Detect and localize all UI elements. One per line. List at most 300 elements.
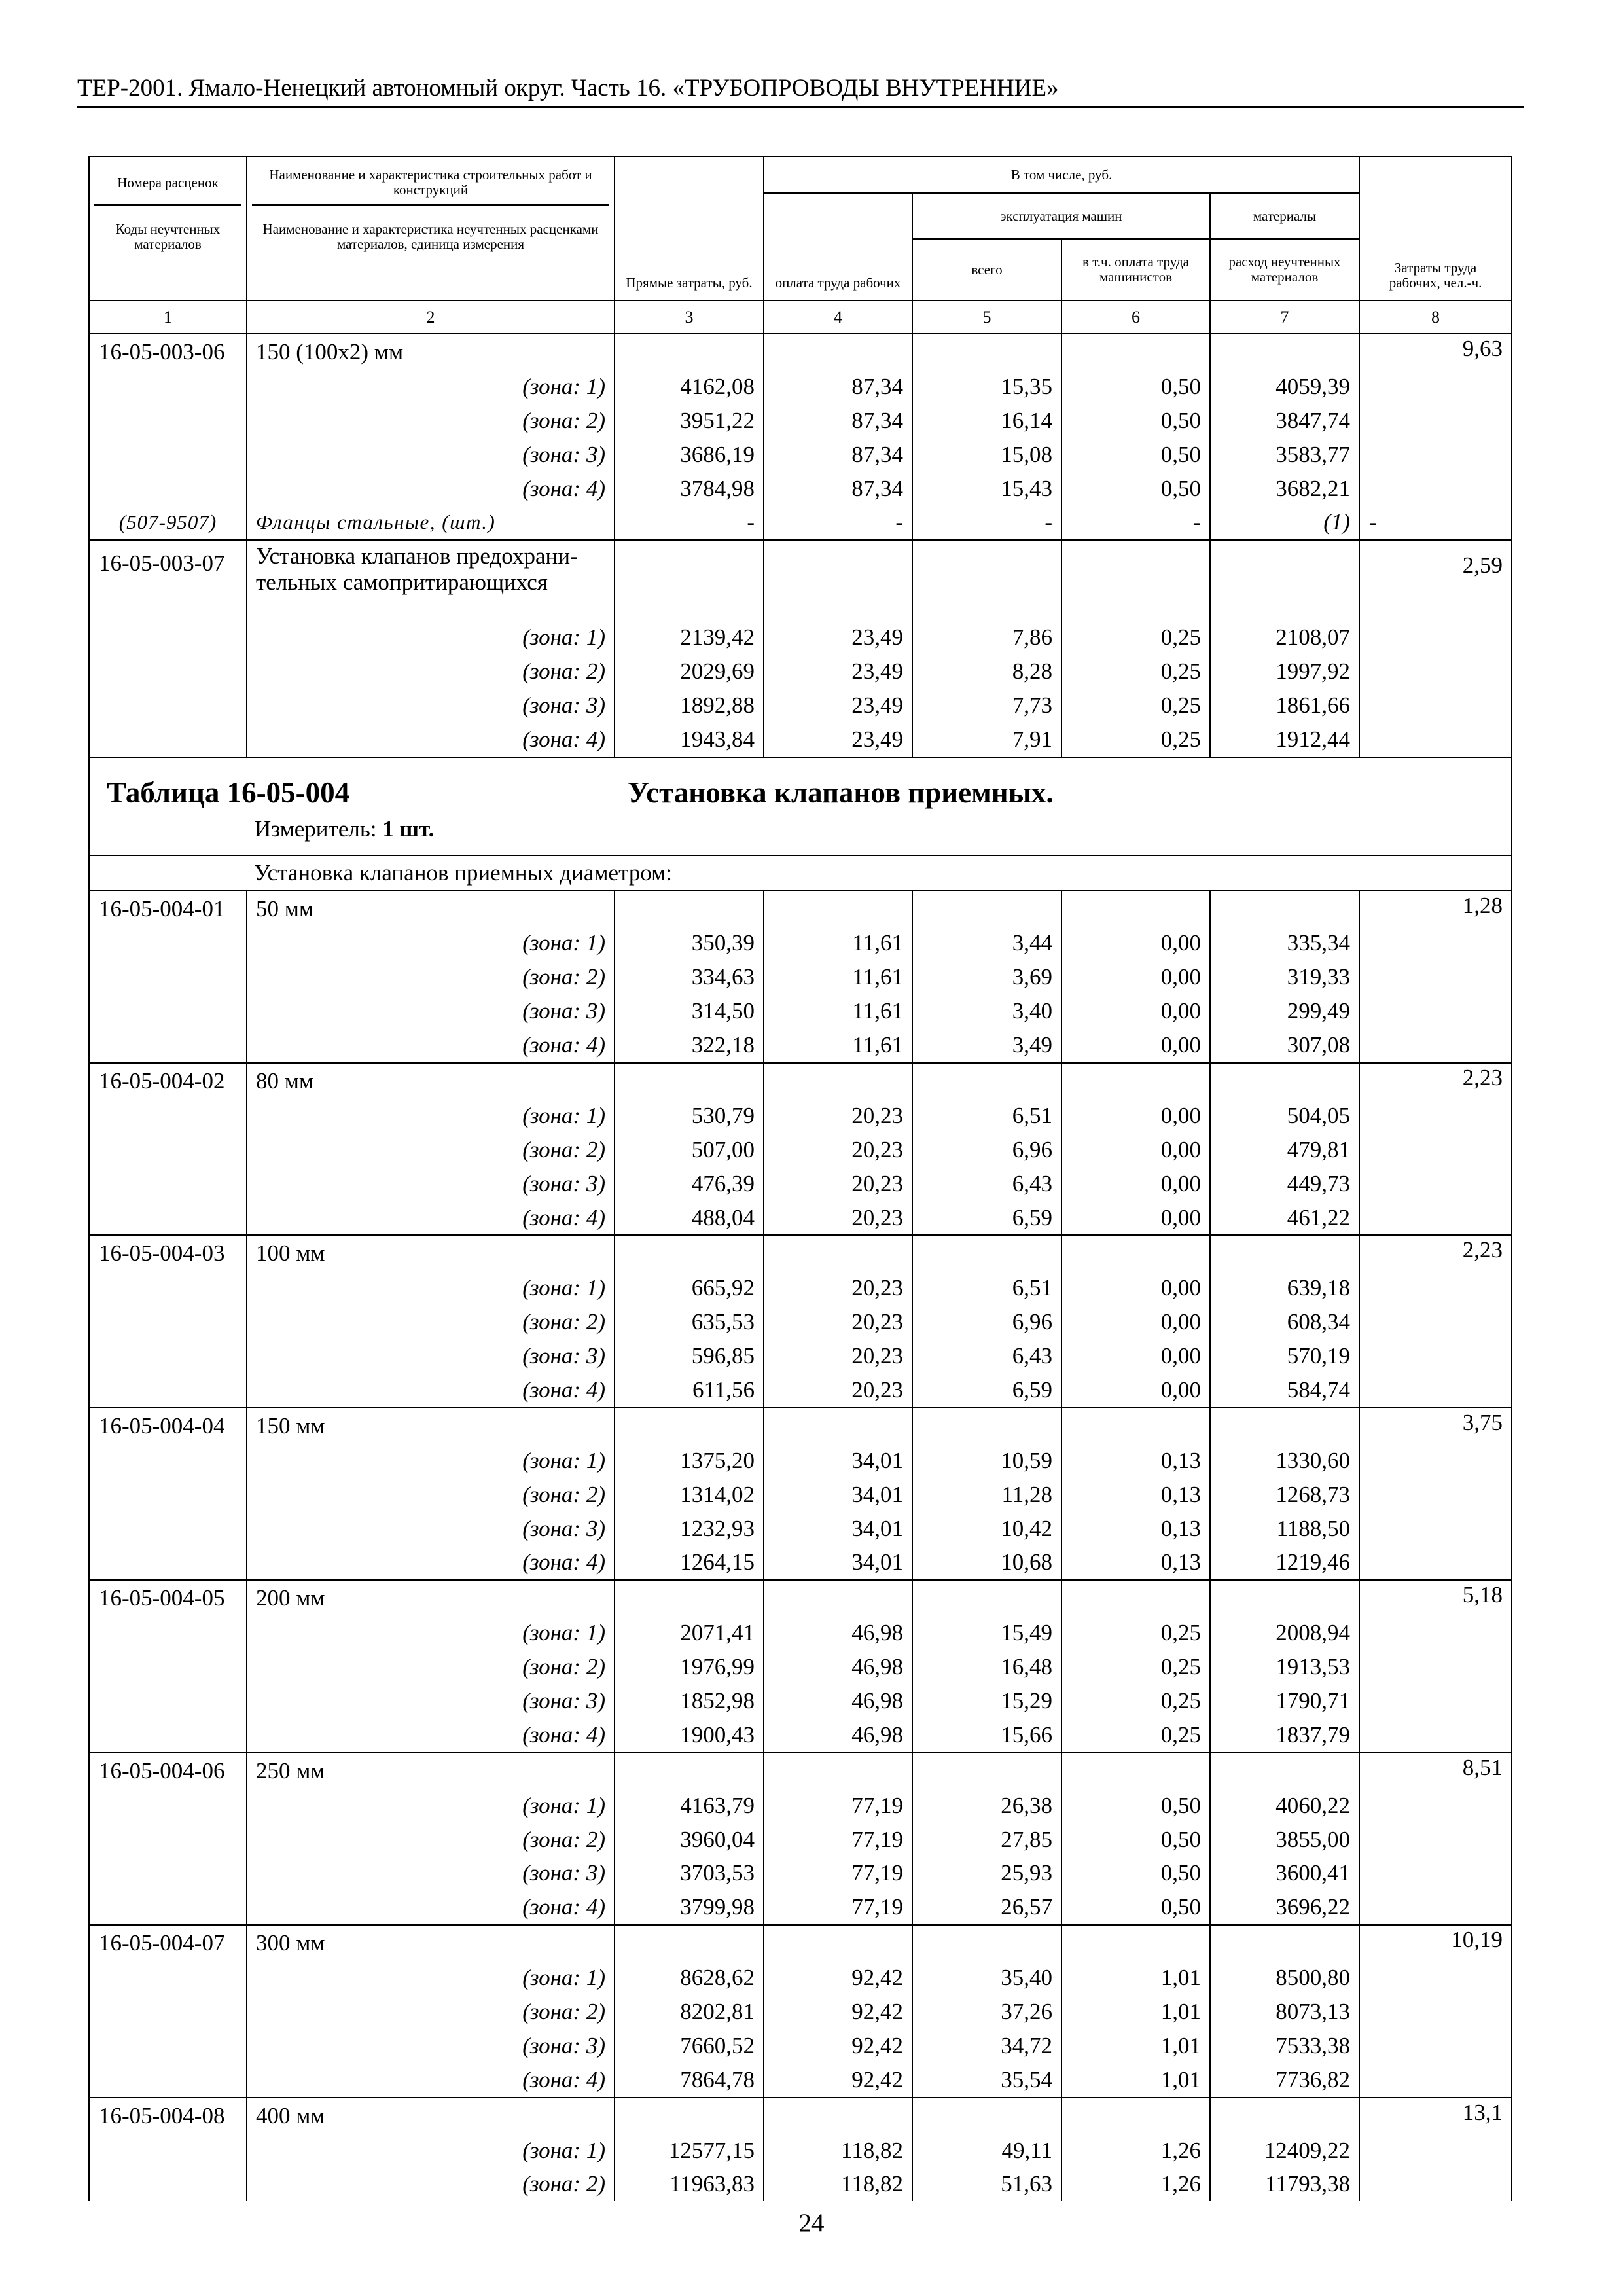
zone-row	[89, 1201, 1512, 1236]
zone-label: (зона: 2)	[247, 1995, 615, 2029]
direct-costs-value: 3951,22	[615, 404, 764, 438]
rate-code: 16-05-004-08	[89, 2098, 247, 2134]
wages-value: 34,01	[764, 1478, 912, 1512]
zone-label: (зона: 2)	[247, 404, 615, 438]
column-number: 6	[1061, 300, 1210, 334]
zone-row	[89, 2134, 1512, 2168]
machine-total-value: 3,49	[912, 1028, 1061, 1063]
empty-cell	[89, 1857, 247, 1891]
machine-total-value: 37,26	[912, 1995, 1061, 2029]
rate-entry-row	[89, 540, 1512, 586]
machine-wages-value: 0,00	[1061, 926, 1210, 960]
material-machines: -	[912, 505, 1061, 540]
empty-cell	[89, 2134, 247, 2168]
wages-value: 20,23	[764, 1373, 912, 1408]
machine-total-value: 3,40	[912, 994, 1061, 1028]
rate-name: 250 мм	[247, 1753, 615, 1789]
empty-cell	[1359, 1444, 1512, 1478]
materials-value: 1268,73	[1210, 1478, 1359, 1512]
rate-name: Установка клапанов предохрани-тельных самопритирающихся	[247, 540, 615, 620]
zone-row	[89, 1444, 1512, 1478]
zone-row	[89, 1478, 1512, 1512]
empty-cell	[1359, 404, 1512, 438]
wages-value: 23,49	[764, 689, 912, 723]
rate-code: 16-05-003-07	[89, 540, 247, 586]
wages-value: 11,61	[764, 960, 912, 994]
zone-label: (зона: 1)	[247, 370, 615, 404]
rate-name: 400 мм	[247, 2098, 615, 2134]
empty-cell	[1359, 1271, 1512, 1305]
material-amount: (1)	[1210, 505, 1359, 540]
empty-cell	[1359, 994, 1512, 1028]
labor-value: 9,63	[1359, 334, 1512, 370]
empty-cell	[764, 2098, 912, 2134]
top-entries-body	[89, 334, 1512, 757]
zone-label: (зона: 2)	[247, 1305, 615, 1339]
machine-total-value: 6,51	[912, 1271, 1061, 1305]
wages-value: 46,98	[764, 1718, 912, 1753]
machine-total-value: 3,69	[912, 960, 1061, 994]
empty-cell	[1061, 2098, 1210, 2134]
wages-value: 20,23	[764, 1201, 912, 1236]
zone-row	[89, 438, 1512, 472]
machine-wages-value: 0,50	[1061, 1857, 1210, 1891]
empty-cell	[89, 2168, 247, 2202]
wages-value: 20,23	[764, 1305, 912, 1339]
machine-total-value: 3,44	[912, 926, 1061, 960]
empty-cell	[912, 540, 1061, 586]
zone-label: (зона: 3)	[247, 1857, 615, 1891]
rate-code: 16-05-004-01	[89, 891, 247, 927]
zone-row	[89, 1995, 1512, 2029]
zone-label: (зона: 4)	[247, 723, 615, 757]
machine-wages-value: 0,13	[1061, 1444, 1210, 1478]
machine-total-value: 11,28	[912, 1478, 1061, 1512]
machine-total-value: 25,93	[912, 1857, 1061, 1891]
header-rate-numbers: Номера расценок Коды неучтенных материалов	[89, 156, 247, 300]
unit-value: 1 шт.	[382, 816, 435, 842]
machine-wages-value: 0,25	[1061, 1718, 1210, 1753]
materials-value: 3600,41	[1210, 1857, 1359, 1891]
empty-cell	[89, 438, 247, 472]
empty-cell	[1210, 1580, 1359, 1616]
empty-cell	[89, 1271, 247, 1305]
zone-label: (зона: 2)	[247, 1823, 615, 1857]
materials-value: 307,08	[1210, 1028, 1359, 1063]
empty-cell	[764, 1925, 912, 1961]
zone-label: (зона: 3)	[247, 2029, 615, 2063]
zone-row	[89, 1961, 1512, 1995]
empty-cell	[89, 2063, 247, 2098]
labor-value: 3,75	[1359, 1408, 1512, 1444]
empty-cell	[89, 1616, 247, 1650]
zone-row	[89, 404, 1512, 438]
wages-value: 34,01	[764, 1546, 912, 1581]
empty-cell	[1359, 2134, 1512, 2168]
wages-value: 118,82	[764, 2168, 912, 2202]
zone-label: (зона: 4)	[247, 2063, 615, 2098]
wages-value: 92,42	[764, 2029, 912, 2063]
empty-cell	[1061, 540, 1210, 586]
direct-costs-value: 530,79	[615, 1099, 764, 1133]
empty-cell	[1359, 1201, 1512, 1236]
empty-cell	[89, 926, 247, 960]
empty-cell	[764, 334, 912, 370]
empty-cell	[89, 370, 247, 404]
zone-label: (зона: 1)	[247, 1099, 615, 1133]
zone-label: (зона: 3)	[247, 1684, 615, 1718]
empty-cell	[1359, 926, 1512, 960]
materials-value: 1997,92	[1210, 655, 1359, 689]
material-machine-wages: -	[1061, 505, 1210, 540]
rate-entry-row	[89, 1235, 1512, 1271]
rate-name: 300 мм	[247, 1925, 615, 1961]
rate-name: 150 мм	[247, 1408, 615, 1444]
zone-label: (зона: 4)	[247, 1546, 615, 1581]
table-16-05-004-body	[89, 891, 1512, 2202]
zone-label: (зона: 3)	[247, 1512, 615, 1546]
materials-value: 3583,77	[1210, 438, 1359, 472]
empty-cell	[1359, 960, 1512, 994]
header-machine-wages: в т.ч. оплата труда машинистов	[1061, 239, 1210, 300]
machine-wages-value: 0,25	[1061, 723, 1210, 757]
page-number: 24	[798, 2209, 825, 2237]
empty-cell	[1061, 334, 1210, 370]
materials-value: 504,05	[1210, 1099, 1359, 1133]
machine-total-value: 15,35	[912, 370, 1061, 404]
machine-total-value: 15,66	[912, 1718, 1061, 1753]
empty-cell	[89, 1546, 247, 1581]
machine-wages-value: 1,01	[1061, 2029, 1210, 2063]
machine-total-value: 7,73	[912, 689, 1061, 723]
empty-cell	[1359, 1373, 1512, 1408]
materials-value: 570,19	[1210, 1339, 1359, 1373]
header-material-names: Наименование и характеристика неучтенных расценками материалов, единица измерения	[252, 204, 609, 268]
machine-total-value: 16,48	[912, 1650, 1061, 1684]
zone-row	[89, 1167, 1512, 1201]
machine-wages-value: 0,50	[1061, 1823, 1210, 1857]
empty-cell	[1210, 334, 1359, 370]
rate-code: 16-05-004-04	[89, 1408, 247, 1444]
machine-wages-value: 1,01	[1061, 1995, 1210, 2029]
rate-code: 16-05-004-02	[89, 1063, 247, 1099]
machine-wages-value: 0,00	[1061, 994, 1210, 1028]
empty-cell	[764, 586, 912, 620]
direct-costs-value: 322,18	[615, 1028, 764, 1063]
empty-cell	[1061, 1580, 1210, 1616]
machine-total-value: 15,29	[912, 1684, 1061, 1718]
materials-value: 8073,13	[1210, 1995, 1359, 2029]
materials-value: 299,49	[1210, 994, 1359, 1028]
empty-cell	[1061, 1235, 1210, 1271]
zone-label: (зона: 1)	[247, 1616, 615, 1650]
empty-cell	[89, 620, 247, 655]
direct-costs-value: 611,56	[615, 1373, 764, 1408]
machine-wages-value: 0,25	[1061, 620, 1210, 655]
empty-cell	[1210, 2098, 1359, 2134]
empty-cell	[1359, 1339, 1512, 1373]
machine-wages-value: 0,13	[1061, 1546, 1210, 1581]
materials-value: 1861,66	[1210, 689, 1359, 723]
zone-row	[89, 2063, 1512, 2098]
zone-row	[89, 1373, 1512, 1408]
header-material-codes: Коды неучтенных материалов	[94, 204, 241, 268]
material-labor: -	[1359, 505, 1512, 540]
header-including: В том числе, руб.	[764, 156, 1359, 193]
table-number: Таблица 16-05-004	[107, 776, 350, 809]
machine-total-value: 6,96	[912, 1305, 1061, 1339]
materials-value: 2108,07	[1210, 620, 1359, 655]
material-code: (507-9507)	[89, 505, 247, 540]
empty-cell	[89, 1995, 247, 2029]
empty-cell	[89, 1478, 247, 1512]
wages-value: 20,23	[764, 1133, 912, 1167]
materials-value: 335,34	[1210, 926, 1359, 960]
empty-cell	[1359, 1512, 1512, 1546]
materials-value: 1330,60	[1210, 1444, 1359, 1478]
labor-value: 10,19	[1359, 1925, 1512, 1961]
column-number: 4	[764, 300, 912, 334]
zone-row	[89, 1890, 1512, 1925]
empty-cell	[1359, 723, 1512, 757]
empty-cell	[1359, 1546, 1512, 1581]
header-wages: оплата труда рабочих	[764, 193, 912, 300]
direct-costs-value: 11963,83	[615, 2168, 764, 2202]
machine-wages-value: 1,26	[1061, 2134, 1210, 2168]
wages-value: 92,42	[764, 2063, 912, 2098]
direct-costs-value: 350,39	[615, 926, 764, 960]
wages-value: 20,23	[764, 1271, 912, 1305]
empty-cell	[1359, 1099, 1512, 1133]
empty-cell	[1359, 1995, 1512, 2029]
empty-cell	[1359, 655, 1512, 689]
empty-cell	[1210, 1063, 1359, 1099]
direct-costs-value: 4163,79	[615, 1789, 764, 1823]
machine-wages-value: 0,25	[1061, 655, 1210, 689]
machine-wages-value: 0,50	[1061, 438, 1210, 472]
materials-value: 639,18	[1210, 1271, 1359, 1305]
empty-cell	[89, 1718, 247, 1753]
machine-wages-value: 0,00	[1061, 1339, 1210, 1373]
zone-label: (зона: 2)	[247, 2168, 615, 2202]
machine-wages-value: 0,00	[1061, 1373, 1210, 1408]
column-number: 2	[247, 300, 615, 334]
machine-total-value: 6,51	[912, 1099, 1061, 1133]
empty-cell	[1359, 2168, 1512, 2202]
empty-cell	[89, 1028, 247, 1063]
empty-cell	[912, 1925, 1061, 1961]
empty-cell	[1210, 1925, 1359, 1961]
empty-cell	[89, 1650, 247, 1684]
direct-costs-value: 3784,98	[615, 472, 764, 506]
rates-table-grid	[88, 156, 1512, 2201]
column-number: 3	[615, 300, 764, 334]
empty-cell	[1061, 1063, 1210, 1099]
zone-label: (зона: 4)	[247, 1373, 615, 1408]
zone-label: (зона: 2)	[247, 960, 615, 994]
machine-total-value: 26,57	[912, 1890, 1061, 1925]
wages-value: 87,34	[764, 438, 912, 472]
empty-cell	[615, 540, 764, 586]
zone-row	[89, 1789, 1512, 1823]
direct-costs-value: 3799,98	[615, 1890, 764, 1925]
materials-value: 8500,80	[1210, 1961, 1359, 1995]
zone-label: (зона: 1)	[247, 620, 615, 655]
machine-wages-value: 0,50	[1061, 1890, 1210, 1925]
rate-name: 200 мм	[247, 1580, 615, 1616]
machine-wages-value: 0,50	[1061, 370, 1210, 404]
empty-cell	[89, 1373, 247, 1408]
empty-cell	[1359, 1684, 1512, 1718]
material-wages: -	[764, 505, 912, 540]
header-machine-operation: эксплуатация машин	[912, 193, 1210, 239]
direct-costs-value: 7660,52	[615, 2029, 764, 2063]
wages-value: 77,19	[764, 1857, 912, 1891]
zone-row	[89, 1684, 1512, 1718]
zone-row	[89, 1512, 1512, 1546]
zone-row	[89, 926, 1512, 960]
wages-value: 118,82	[764, 2134, 912, 2168]
empty-cell	[764, 1753, 912, 1789]
wages-value: 34,01	[764, 1512, 912, 1546]
machine-total-value: 51,63	[912, 2168, 1061, 2202]
empty-cell	[912, 1408, 1061, 1444]
labor-value: 13,1	[1359, 2098, 1512, 2134]
zone-row	[89, 370, 1512, 404]
direct-costs-value: 476,39	[615, 1167, 764, 1201]
empty-cell	[1210, 891, 1359, 927]
empty-cell	[89, 960, 247, 994]
column-number: 5	[912, 300, 1061, 334]
zone-label: (зона: 4)	[247, 1718, 615, 1753]
empty-cell	[615, 586, 764, 620]
materials-value: 449,73	[1210, 1167, 1359, 1201]
empty-cell	[1359, 620, 1512, 655]
header-materials: материалы	[1210, 193, 1359, 239]
empty-cell	[1061, 586, 1210, 620]
empty-cell	[89, 1339, 247, 1373]
rate-code: 16-05-004-06	[89, 1753, 247, 1789]
direct-costs-value: 4162,08	[615, 370, 764, 404]
empty-cell	[1061, 1925, 1210, 1961]
empty-cell	[1359, 1890, 1512, 1925]
empty-cell	[1359, 370, 1512, 404]
header-unaccounted-materials: расход неучтенных материалов	[1210, 239, 1359, 300]
empty-cell	[89, 1823, 247, 1857]
running-title: ТЕР-2001. Ямало-Ненецкий автономный округ. Часть 16. «ТРУБОПРОВОДЫ ВНУТРЕННИЕ»	[77, 73, 1524, 108]
empty-cell	[764, 1063, 912, 1099]
machine-wages-value: 0,13	[1061, 1512, 1210, 1546]
rate-name: 150 (100х2) мм	[247, 334, 615, 370]
wages-value: 20,23	[764, 1339, 912, 1373]
zone-row	[89, 2029, 1512, 2063]
labor-value: 2,23	[1359, 1063, 1512, 1099]
empty-cell	[615, 2098, 764, 2134]
zone-label: (зона: 1)	[247, 1271, 615, 1305]
empty-cell	[615, 1925, 764, 1961]
empty-cell	[1359, 586, 1512, 620]
zone-label: (зона: 2)	[247, 1133, 615, 1167]
wages-value: 46,98	[764, 1616, 912, 1650]
zone-row	[89, 620, 1512, 655]
empty-cell	[1061, 1753, 1210, 1789]
header-labor: Затраты труда рабочих, чел.-ч.	[1359, 156, 1512, 300]
header-work-name: Наименование и характеристика строительных работ и конструкций Наименование и характеристика неучтенных расценками материалов, единица измерения	[247, 156, 615, 300]
empty-cell	[1359, 1823, 1512, 1857]
empty-cell	[1061, 891, 1210, 927]
empty-cell	[1359, 689, 1512, 723]
machine-total-value: 8,28	[912, 655, 1061, 689]
header-direct-costs: Прямые затраты, руб.	[615, 156, 764, 300]
zone-label: (зона: 3)	[247, 1167, 615, 1201]
rate-code: 16-05-003-06	[89, 334, 247, 370]
empty-cell	[615, 1235, 764, 1271]
direct-costs-value: 12577,15	[615, 2134, 764, 2168]
materials-value: 608,34	[1210, 1305, 1359, 1339]
materials-value: 3855,00	[1210, 1823, 1359, 1857]
zone-label: (зона: 3)	[247, 1339, 615, 1373]
machine-wages-value: 0,50	[1061, 404, 1210, 438]
zone-row	[89, 1133, 1512, 1167]
machine-wages-value: 0,13	[1061, 1478, 1210, 1512]
direct-costs-value: 1314,02	[615, 1478, 764, 1512]
direct-costs-value: 1375,20	[615, 1444, 764, 1478]
empty-cell	[89, 1961, 247, 1995]
machine-wages-value: 0,25	[1061, 1650, 1210, 1684]
direct-costs-value: 314,50	[615, 994, 764, 1028]
unit-label: Измеритель:	[255, 816, 377, 842]
rate-name: 100 мм	[247, 1235, 615, 1271]
direct-costs-value: 2029,69	[615, 655, 764, 689]
empty-cell	[1359, 1167, 1512, 1201]
direct-costs-value: 7864,78	[615, 2063, 764, 2098]
group-title: Установка клапанов приемных диаметром:	[254, 859, 673, 886]
machine-total-value: 6,43	[912, 1167, 1061, 1201]
wages-value: 11,61	[764, 926, 912, 960]
empty-cell	[615, 1063, 764, 1099]
rate-name: 80 мм	[247, 1063, 615, 1099]
empty-cell	[912, 586, 1061, 620]
zone-label: (зона: 1)	[247, 2134, 615, 2168]
materials-value: 1913,53	[1210, 1650, 1359, 1684]
machine-total-value: 6,59	[912, 1201, 1061, 1236]
table-unit	[255, 816, 434, 843]
materials-value: 479,81	[1210, 1133, 1359, 1167]
rate-entry-row	[89, 1580, 1512, 1616]
empty-cell	[89, 1133, 247, 1167]
column-number: 8	[1359, 300, 1512, 334]
empty-cell	[89, 2029, 247, 2063]
empty-cell	[615, 1580, 764, 1616]
materials-value: 7533,38	[1210, 2029, 1359, 2063]
materials-value: 584,74	[1210, 1373, 1359, 1408]
empty-cell	[89, 723, 247, 757]
material-direct: -	[615, 505, 764, 540]
machine-wages-value: 0,00	[1061, 1028, 1210, 1063]
empty-cell	[912, 1063, 1061, 1099]
empty-cell	[764, 1408, 912, 1444]
wages-value: 46,98	[764, 1684, 912, 1718]
materials-value: 3682,21	[1210, 472, 1359, 506]
materials-value: 4059,39	[1210, 370, 1359, 404]
machine-wages-value: 0,00	[1061, 1099, 1210, 1133]
zone-label: (зона: 3)	[247, 994, 615, 1028]
labor-value: 8,51	[1359, 1753, 1512, 1789]
machine-total-value: 15,43	[912, 472, 1061, 506]
direct-costs-value: 2139,42	[615, 620, 764, 655]
materials-value: 7736,82	[1210, 2063, 1359, 2098]
empty-cell	[1359, 1650, 1512, 1684]
